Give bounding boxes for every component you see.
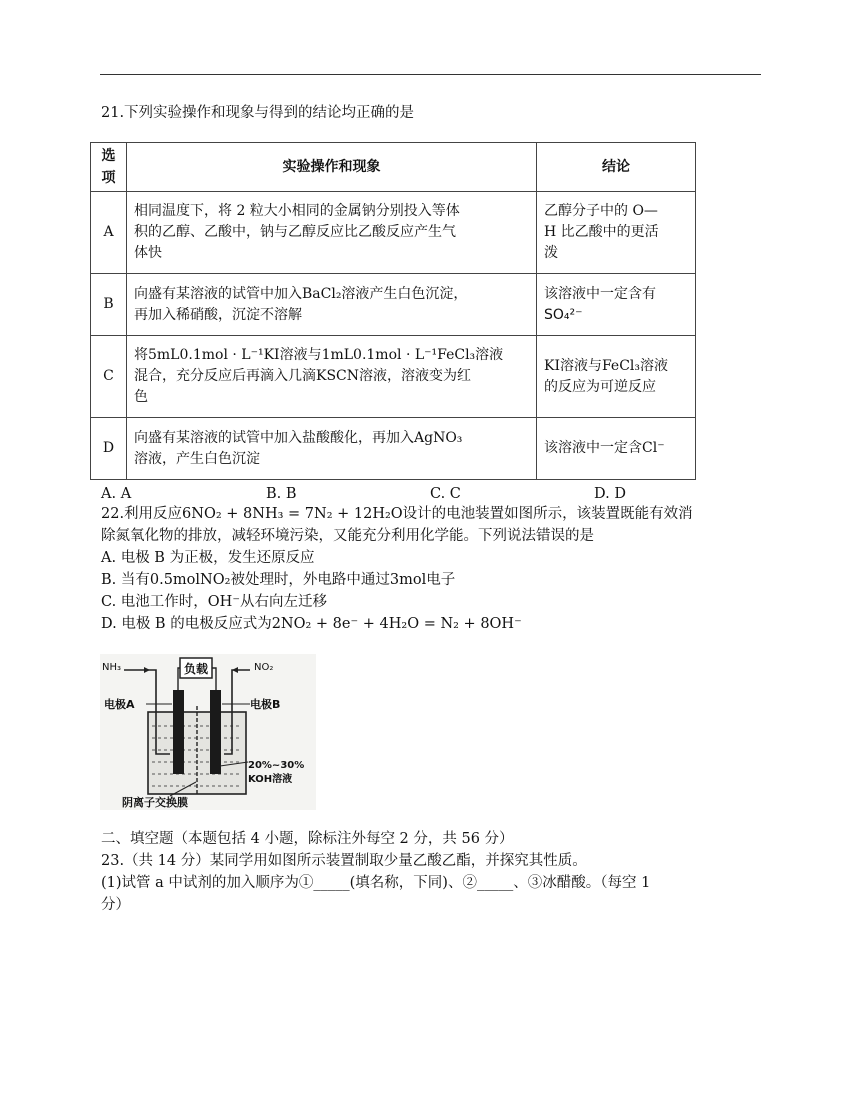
q22-choice-b[interactable]: B. 当有0.5molNO₂被处理时，外电路中通过3mol电子	[101, 572, 456, 588]
op-line: 混合，充分反应后再滴入几滴KSCN溶液，溶液变为红	[134, 368, 472, 384]
header-conclusion: 结论	[537, 143, 696, 192]
electrode-b-label: 电极B	[250, 698, 281, 711]
op-line: 溶液，产生白色沉淀	[134, 450, 260, 467]
section-heading: 二、填空题（本题包括 4 小题，除标注外每空 2 分，共 56 分）	[101, 831, 514, 847]
op-line: 积的乙醇、乙酸中，钠与乙醇反应比乙酸反应产生气	[134, 224, 456, 240]
row-operation	[127, 418, 537, 480]
header-operation: 实验操作和现象	[127, 143, 537, 192]
concentration-label: 20%~30%	[248, 760, 305, 771]
q21-stem: 21.下列实验操作和现象与得到的结论均正确的是	[101, 105, 415, 121]
row-conclusion	[537, 336, 696, 418]
load-label: 负载	[183, 662, 209, 676]
header-rule	[100, 74, 761, 75]
choice-c[interactable]: C. C	[430, 486, 461, 502]
choice-d[interactable]: D. D	[594, 486, 626, 502]
row-operation	[127, 274, 537, 336]
conc-line: SO₄²⁻	[544, 306, 583, 323]
row-option: B	[91, 274, 127, 336]
conc-line: 该溶液中一定含有	[544, 285, 656, 302]
q22-choice-c[interactable]: C. 电池工作时，OH⁻从右向左迁移	[101, 594, 327, 610]
table-row	[91, 418, 696, 480]
row-option: C	[91, 336, 127, 418]
op-line: 向盛有某溶液的试管中加入BaCl₂溶液产生白色沉淀，	[134, 285, 468, 302]
op-line: 再加入稀硝酸，沉淀不溶解	[134, 306, 302, 323]
row-operation	[127, 336, 537, 418]
table-row	[91, 336, 696, 418]
row-conclusion	[537, 192, 696, 274]
no2-label: NO₂	[254, 662, 274, 673]
op-line: 色	[134, 389, 148, 405]
op-line: 向盛有某溶液的试管中加入盐酸酸化，再加入AgNO₃	[134, 429, 463, 446]
q21-table	[90, 142, 696, 480]
row-conclusion	[537, 274, 696, 336]
op-line: 将5mL0.1mol · L⁻¹KI溶液与1mL0.1mol · L⁻¹FeCl₃溶液	[134, 347, 504, 363]
table-header-row	[91, 143, 696, 192]
table-row	[91, 192, 696, 274]
conc-line: 泼	[544, 245, 558, 261]
row-option: D	[91, 418, 127, 480]
q23-part1-line2: 分）	[101, 897, 130, 913]
koh-label: KOH溶液	[248, 774, 293, 785]
q22-choice-a[interactable]: A. 电极 B 为正极，发生还原反应	[101, 550, 315, 566]
conc-line: H 比乙酸中的更活	[544, 224, 659, 240]
op-line: 相同温度下，将 2 粒大小相同的金属钠分别投入等体	[134, 203, 460, 219]
op-line: 体快	[134, 245, 162, 261]
conc-line: KI溶液与FeCl₃溶液	[544, 357, 669, 374]
conc-line: 乙醇分子中的 O—	[544, 203, 658, 219]
q22-choice-d[interactable]: D. 电极 B 的电极反应式为2NO₂ + 8e⁻ + 4H₂O = N₂ + 8OH⁻	[101, 616, 522, 632]
table-row	[91, 274, 696, 336]
row-operation	[127, 192, 537, 274]
row-option: A	[91, 192, 127, 274]
membrane-label: 阴离子交换膜	[122, 796, 188, 809]
choice-b[interactable]: B. B	[266, 486, 297, 502]
electrode-b-rod	[210, 690, 221, 774]
conc-line: 该溶液中一定含Cl⁻	[544, 440, 665, 456]
choice-a[interactable]: A. A	[101, 486, 132, 502]
header-option: 选项	[91, 143, 127, 192]
q22-stem-line2: 除氮氧化物的排放，减轻环境污染，又能充分利用化学能。下列说法错误的是	[101, 528, 594, 544]
conc-line: 的反应为可逆反应	[544, 378, 656, 395]
q23-part1-line1: (1)试管 a 中试剂的加入顺序为①_____(填名称，下同)、②_____、③冰醋酸。（每空 1	[101, 875, 651, 891]
q22-stem-line1: 22.利用反应6NO₂ + 8NH₃ = 7N₂ + 12H₂O设计的电池装置如图所示，该装置既能有效消	[101, 506, 693, 522]
electrode-a-rod	[173, 690, 184, 774]
q23-stem: 23.（共 14 分）某同学用如图所示装置制取少量乙酸乙酯，并探究其性质。	[101, 853, 587, 869]
nh3-label: NH₃	[102, 662, 122, 673]
electrode-a-label: 电极A	[104, 698, 135, 711]
battery-diagram	[100, 654, 316, 810]
row-conclusion	[537, 418, 696, 480]
